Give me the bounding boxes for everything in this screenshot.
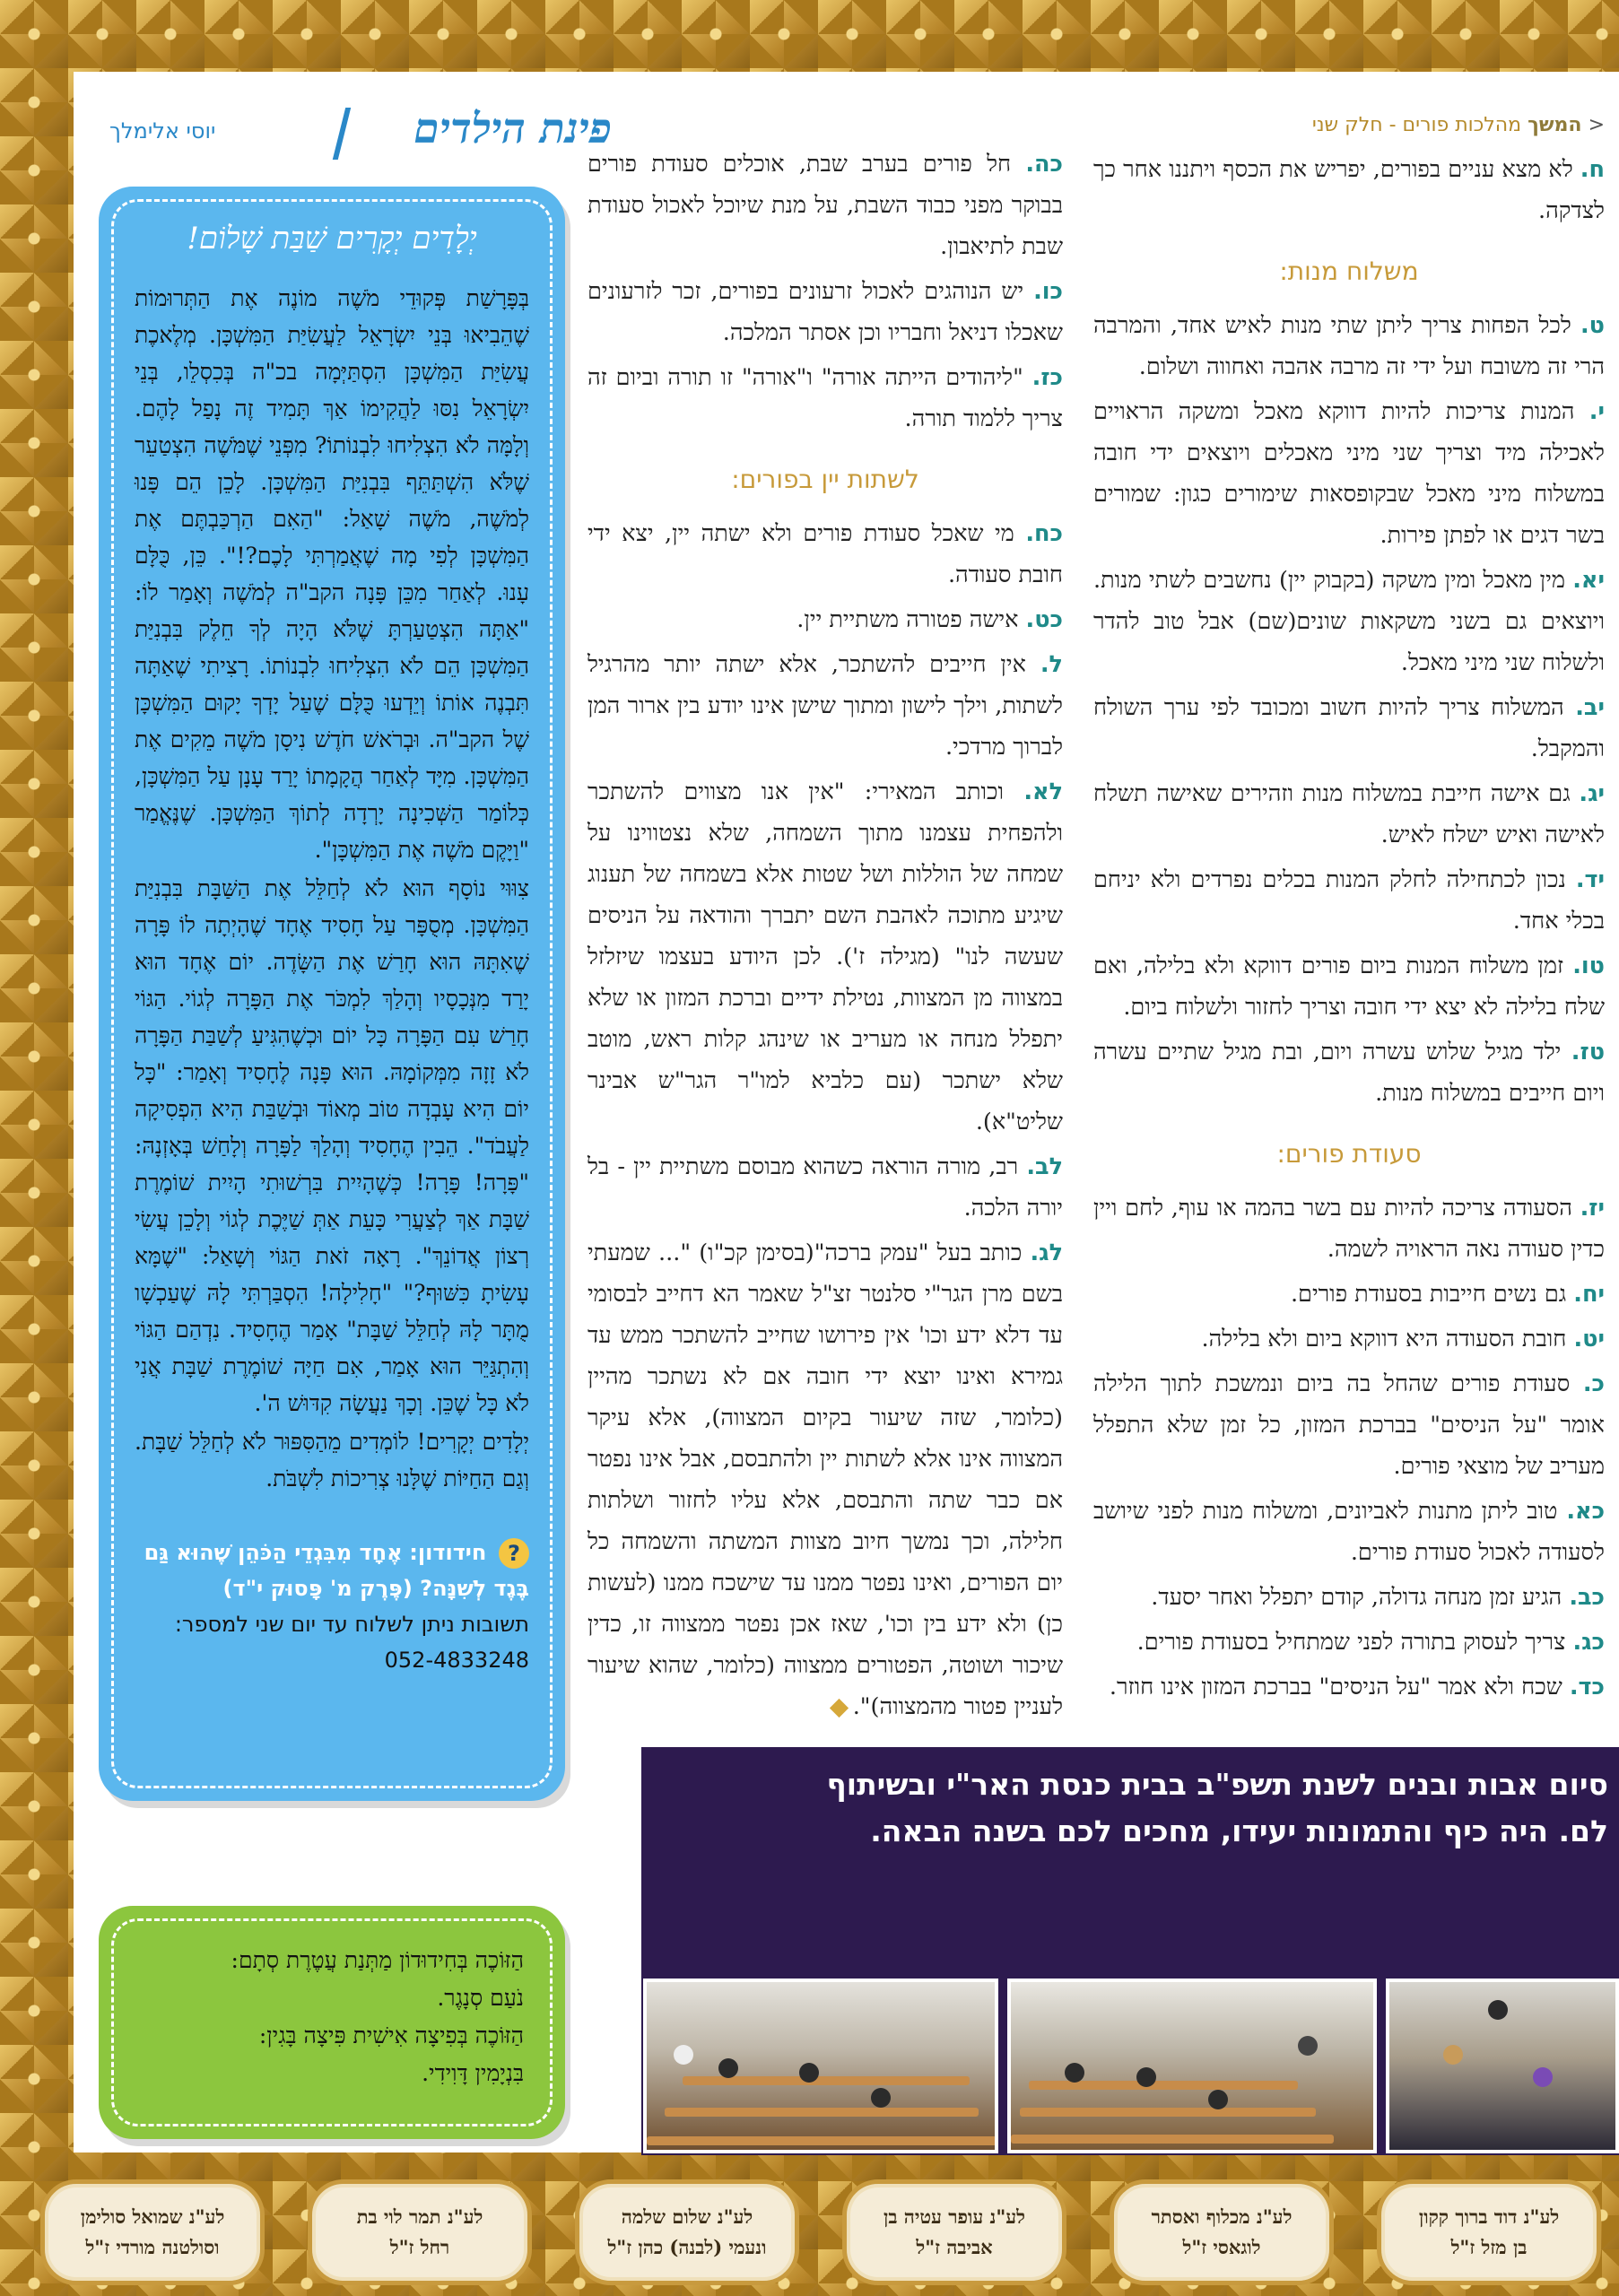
halacha-item	[1093, 1031, 1605, 1114]
memorial-plaque	[308, 2179, 532, 2285]
story-paragraph: צִוּוּי נוֹסָף הוּא לֹא לְחַלֵּל אֶת הַשַּׁבָּת בִּבְנִיַּת הַמִּשְׁכָּן. מְסֻפָּר עַל חָסִיד אֶחָד שֶׁהָיְתָה לוֹ פָּרָה שֶׁאִתָּהּ הוּא חָרַשׁ אֶת הַשָּׂדֶה. יוֹם אֶחָד הוּא יָרַד מִנְּכָסָיו וְהָלַךְ לִמְכֹּר אֶת הַפָּרָה לְגוֹי. הַגּוֹי חָרַשׁ עִם הַפָּרָה כָּל יוֹם וּכְשֶׁהִגִּיעַ לְשַׁבַּת הַפָּרָה לֹא זָזָה מִמְּקוֹמָהּ. הוּא פָּנָה לֶחָסִיד וְאָמַר: "כָּל יוֹם הִיא עָבְדָה טוֹב מְאוֹד וּבְשַׁבַּת הִיא הִפְסִיקָה לַעֲבֹד". הֵבִין הֶחָסִיד וְהָלַךְ לַפָּרָה וְלָחַשׁ בְּאָזְנָהּ: "פָּרָה! פָּרָה! כְּשֶׁהָיִית בִּרְשׁוּתִי הָיִית שׁוֹמֶרֶת שַׁבָּת אַךְ לְצַעֲרִי כָּעֵת אַתְּ שַׁיֶּכֶת לְגוֹי וְלָכֵן עֲשִׂי רְצוֹן אֲדוֹנֵךְ". רָאָה זֹאת הַגּוֹי וְשָׁאַל: "שֶׁמָּא עָשִׂיתָ כִּשּׁוּף?" "חָלִילָה! הִסְבַּרְתִּי לָהּ שֶׁעַכְשָׁו מֻתָּר לָהּ לְחַלֵּל שַׁבָּת" אָמַר הֶחָסִיד. נִדְהַם הַגּוֹי וְהִתְגַּיֵּר הוּא אָמַר, אִם חַיָּה שׁוֹמֶרֶת שַׁבָּת אֲנִי לֹא כָּל שֶׁכֵּן. וְכָךְ נַעֲשָׂה קִדּוּשׁ ה'.	[135, 875, 529, 1416]
event-photo	[1007, 1979, 1377, 2153]
halacha-number: לא.	[1023, 778, 1064, 805]
halacha-number: כט.	[1025, 606, 1063, 633]
event-photos	[641, 1979, 1619, 2153]
halacha-text: כותב בעל "עמק ברכה"(בסימן קכ"ו) "... שמעתי בשם מרן הגר"י סלנטר זצ"ל שאמר הא דחייב לבסומי עד דלא ידע וכו' אין פירושו שחייב להשתכר ממש עד גמירא ואינו יוצא ידי חובה אם לא נשתכר מהיין (כלומר, שזה שיעור בקיום המצווה), אלא עיקר המצווה אינו אלא לשתות יין ולהתבסם, אבל אינו נפטר אם כבר שתה והתבסם, אלא עליו לחזור ושלתות חלילה, וכך נמשך חיוב מצוות המשתה והשמחה כל יום הפורים, ואינו נפטר ממנו עד שישכח ממנו (לעשות כן) ולא ידע בין וכו', שאז אכן נפטר ממצווה זו, כדין שיכור ושוטה, הפטורים ממצווה (כלומר, שהוא שיעור לעניין פטור מהמצווה)".	[588, 1239, 1063, 1720]
halacha-number: ל.	[1040, 651, 1063, 678]
halacha-text: חובת הסעודה היא דווקא ביום ולא בלילה.	[1201, 1326, 1567, 1352]
halacha-text: וכותב המאירי: "אין אנו מצווים להשתכר ולהפחית עצמנו מתוך השמחה, שלא נצטווינו על שמחה של הוללות ושל שטות אלא בשמחה של תענוג שיגיע מתוכה לאהבת השם יתברך והודאה על הניסים שעשה לנו" (מגילה ז'). לכן היודע בעצמו שיזלזל במצווה מן המצוות, נטילת ידיים וברכת המזון או שלא יתפלל מנחה או מעריב או שינהג קלות ראש, מוטב שלא ישתכר (עם כלביא למו"ר הגר"ש אבינר שליט"א).	[588, 778, 1063, 1135]
section-title-mishloach: משלוח מנות:	[1279, 257, 1419, 286]
banner-line-1: סיום אבות ובנים לשנת תשפ"ב בבית כנסת האר"י ובשיתוף	[826, 1767, 1608, 1802]
halacha-text: גם אישה חייבת במשלוח מנות וזהירים שאישה תשלח לאישה ואיש ישלח לאיש.	[1093, 780, 1605, 848]
halacha-number: יב.	[1575, 694, 1605, 721]
halacha-item	[588, 1146, 1063, 1229]
halacha-number: יג.	[1579, 780, 1605, 807]
halacha-text: גם נשים חייבות בסעודת פורים.	[1290, 1281, 1567, 1308]
story-paragraph: בְּפָּרָשַׁת פְּקוּדֵי מֹשֶׁה מוֹנֶה אֶת הַתְּרוּמוֹת שֶׁהֵבִיאוּ בְּנֵי יִשְׂרָאֵל לַעֲשִׂיַּת הַמִּשְׁכָּן. מְלֶאכֶת עֲשִׂיַּת הַמִּשְׁכָּן הִסְתַּיְּמָה בכ"ה בְּכִסְלֵו, בְּנֵי יִשְׂרָאֵל נִסּוּ לַהֲקִימוֹ אַךְ תָּמִיד זֶה נָפַל לָהֶם. וְלָמָּה לֹא הִצְלִיחוּ לִבְנוֹתוֹ? מִפְּנֵי שֶׁמֹּשֶׁה הִצְטַעֵר שֶׁלֹּא הִשְׁתַּתֵּף בִּבְנִיַּת הַמִּשְׁכָּן. לָכֵן הֵם פָּנוּ לְמֹשֶׁה, מֹשֶׁה שָׁאַל: "הַאִם הַרְכַּבְתֶּם אֶת הַמִּשְׁכָּן לְפִי מָה שֶׁאֲמַרְתִּי לָכֶם?!". כֵּן, כֻּלָּם עָנוּ. לְאַחַר מִכֵּן פָּנָה הקב"ה לְמֹשֶׁה וְאָמַר לוֹ: "אַתָּה הִצְטַעַרְתָּ שֶׁלֹּא הָיָה לְךָ חֵלֶק בִּבְנִיַּת הַמִּשְׁכָּן הֵם לֹא הִצְלִיחוּ לִבְנוֹתוֹ. רָצִיתִי שֶׁאַתָּה תִּבְנֶה אוֹתוֹ וְיֵדְעוּ כֻּלָּם שֶׁעַל יָדְךָ יָקוּם הַמִּשְׁכָּן שֶׁל הקב"ה. וּבְרֹאשׁ חֹדֶשׁ נִיסָן מֹשֶׁה מֵקִים אֶת הַמִּשְׁכָּן. מִיָּד לְאַחַר הֲקָמָתוֹ יָרַד עָנָן עַל הַמִּשְׁכָּן, כְּלוֹמַר הַשְּׁכִינָה יָרְדָה לְתוֹךְ הַמִּשְׁכָּן. שֶׁנֶּאֱמַר "וַיָּקֶם מֹשֶׁה אֶת הַמִּשְׁכָּן".	[135, 285, 529, 863]
memorial-plaques	[0, 2179, 1619, 2287]
halacha-text: הסעודה צריכה להיות עם בשר בהמה או עוף, לחם ויין כדין סעודה נאה הראויה לשמה.	[1093, 1195, 1605, 1263]
halacha-item	[1093, 773, 1605, 856]
halacha-text: אישה פטורה משתיית יין.	[796, 606, 1019, 633]
halacha-item	[588, 144, 1063, 267]
halacha-text: שכח ולא אמר "על הניסים" בברכת המזון אינו חוזר.	[1109, 1674, 1562, 1700]
halacha-text: מין מאכל ומין משקה (בקבוק יין) נחשבים לשתי מנות. ויוצאים גם בשני משקאות שונים(שם) אבל טוב להדר ולשלוח שני מיני מאכל.	[1093, 567, 1605, 676]
halacha-item	[588, 599, 1063, 640]
memorial-plaque	[1110, 2179, 1334, 2285]
breadcrumb-text: מהלכות פורים - חלק שני	[1311, 114, 1522, 136]
halacha-text: המשלוח צריך להיות חשוב ומכובד לפי ערך השולח והמקבל.	[1093, 694, 1605, 762]
halacha-text: הגיע זמן מנחה גדולה, קודם יתפלל ואחר יסעד.	[1151, 1584, 1562, 1611]
halacha-number: כא.	[1566, 1498, 1606, 1525]
event-photo	[643, 1979, 998, 2153]
halacha-number: יז.	[1580, 1195, 1606, 1222]
question-icon: ?	[499, 1538, 529, 1569]
halacha-number: כו.	[1033, 278, 1063, 305]
halacha-number: כז.	[1031, 364, 1063, 391]
halacha-item	[588, 644, 1063, 768]
title-separator	[333, 108, 351, 160]
halacha-text: לא מצא עניים בפורים, יפריש את הכסף ויתננו אחר כך לצדקה.	[1093, 156, 1605, 224]
winners-card	[99, 1906, 565, 2139]
halacha-item	[588, 1232, 1063, 1727]
halacha-item	[1093, 305, 1605, 387]
halacha-item	[1093, 149, 1605, 231]
event-banner	[641, 1747, 1619, 2155]
plaque-line-1: לע"נ שלום שלמה	[621, 2205, 753, 2228]
quiz-answer-instructions: תשובות ניתן לשלוח עד יום שני למספר: 052-4833248	[174, 1612, 529, 1673]
halacha-column-1	[1093, 108, 1605, 1711]
breadcrumb-prefix: המשך	[1528, 114, 1582, 136]
breadcrumb-arrow: <	[1588, 114, 1605, 136]
halacha-text: רב, מורה הוראה כשהוא מבוסם משתיית יין - בל יורה הלכה.	[588, 1153, 1063, 1222]
halacha-number: יט.	[1573, 1326, 1605, 1352]
halacha-number: כח.	[1025, 520, 1063, 547]
winner-line: הַזּוֹכֶה בְּפִיצָה אִישִׁית פִּיצָה בָּגִין:	[258, 2022, 524, 2048]
halacha-text: "ליהודים הייתה אורה" ו"אורה" זו תורה וביום זה צריך ללמוד תורה.	[588, 364, 1063, 432]
quiz-block	[135, 1535, 529, 1678]
section-title-seuda: סעודת פורים:	[1276, 1139, 1422, 1169]
plaque-line-2: וסולטנה מורדי ז"ל	[85, 2236, 220, 2258]
halacha-number: כב.	[1569, 1584, 1605, 1611]
quiz-label: חידודון:	[409, 1540, 487, 1565]
winner-line: הַזּוֹכֶה בְּחִידוּדוֹן מַתְּנַת עֲטֶרֶת סְתָם:	[231, 1947, 524, 1973]
halacha-item	[1093, 1187, 1605, 1270]
halacha-number: כד.	[1569, 1674, 1605, 1700]
plaque-line-1: לע"נ דוד ברוך קקון	[1418, 2205, 1560, 2228]
kids-corner-header	[109, 104, 612, 176]
memorial-plaque	[1377, 2179, 1601, 2285]
breadcrumb	[1093, 108, 1605, 144]
halacha-text: חל פורים בערב שבת, אוכלים סעודת פורים בבוקר מפני כבוד השבת, על מנת שיוכל לאכול סעודת שבת לתיאבון.	[588, 151, 1063, 260]
story-paragraph: יְלָדִים יְקָרִים! לוֹמְדִים מֵהַסִּפּוּר לֹא לְחַלֵּל שַׁבָּת. וְגַם הַחַיּוֹת שֶׁלָּנוּ צְרִיכוֹת לִשְׁבֹּת.	[135, 1429, 529, 1492]
halacha-column-2	[588, 144, 1063, 1731]
halacha-text: אין חייבים להשתכר, אלא ישתה יותר מהרגיל לשתות, וילך לישון ומתוך שישן אינו יודע בין ארור המן לברוך מרדכי.	[588, 651, 1063, 761]
halacha-text: צריך לעסוק בתורה לפני שמתחיל בסעודת פורים.	[1136, 1629, 1566, 1656]
halacha-item	[1093, 1318, 1605, 1360]
halacha-number: כ.	[1582, 1370, 1606, 1397]
halacha-item	[1093, 1363, 1605, 1487]
halacha-number: כה.	[1025, 151, 1063, 178]
halacha-item	[1093, 687, 1605, 770]
kids-story-header: יְלָדִים יְקָרִים שַׁבַּת שָׁלוֹם!	[187, 221, 477, 257]
halacha-number: ט.	[1580, 312, 1605, 339]
halacha-item	[1093, 1577, 1605, 1618]
memorial-plaque	[575, 2179, 799, 2285]
kids-corner-title: פינת הילדים	[413, 104, 612, 152]
banner-line-2: לם. היה כיף והתמונות יעידו, מחכים לכם בשנה הבאה.	[870, 1813, 1608, 1848]
halacha-text: טוב ליתן מתנות לאביונים, ומשלוח מנות לפני שיושב לסעודה לאכול סעודת פורים.	[1093, 1498, 1605, 1566]
halacha-number: טז.	[1571, 1039, 1606, 1065]
plaque-line-2: רחל ז"ל	[389, 2236, 450, 2258]
end-diamond-icon	[830, 1698, 849, 1717]
halacha-item	[1093, 1622, 1605, 1663]
plaque-line-1: לע"נ מכלוף ואסתר	[1151, 2205, 1293, 2228]
halacha-item	[588, 271, 1063, 353]
halacha-text: יש הנוהגים לאכול זרעונים בפורים, זכר לזרעונים שאכלו דניאל וחבריו וכן אסתר המלכה.	[588, 278, 1063, 346]
plaque-line-2: לוגאסי ז"ל	[1182, 2236, 1261, 2258]
plaque-line-1: לע"נ שמואל סולימן	[80, 2205, 225, 2228]
event-photo	[1386, 1979, 1619, 2153]
halacha-item	[1093, 1666, 1605, 1708]
halacha-item	[588, 771, 1063, 1143]
halacha-number: לג.	[1030, 1239, 1063, 1266]
halacha-item	[1093, 859, 1605, 942]
plaque-line-1: לע"נ תמר לוי בת	[356, 2205, 483, 2228]
plaque-line-1: לע"נ עופר עטיה בן	[883, 2205, 1026, 2228]
halacha-text: סעודת פורים שהחל בה ביום ונמשכת לתוך הלילה אומר "על הניסים" בברכת המזון, כל זמן שלא התפלל מעריב של מוצאי פורים.	[1093, 1370, 1605, 1480]
halacha-item	[1093, 391, 1605, 556]
plaque-line-2: ונעמי (לבנה) כהן ז"ל	[607, 2236, 767, 2258]
plaque-line-2: בן מזל ז"ל	[1450, 2236, 1528, 2258]
halacha-number: כג.	[1572, 1629, 1605, 1656]
halacha-item	[1093, 1274, 1605, 1315]
winners-text	[126, 1942, 524, 2092]
halacha-number: יד.	[1575, 866, 1605, 893]
halacha-text: ילד מגיל שלוש עשרה ויום, ובת מגיל שתיים עשרה ויום חייבים במשלוח מנות.	[1093, 1039, 1605, 1107]
halacha-item	[1093, 1491, 1605, 1573]
halacha-number: טו.	[1572, 952, 1605, 979]
halacha-text: מי שאכל סעודת פורים ולא ישתה יין, יצא ידי חובת סעודה.	[588, 520, 1063, 588]
halacha-text: זמן משלוח המנות ביום פורים דווקא ולא בלילה, ואם שלח בלילה לא יצא ידי חובה וצריך לחזור ולשלוח ביום.	[1093, 952, 1605, 1021]
halacha-text: לכל הפחות צריך ליתן שתי מנות לאיש אחד, והמרבה הרי זה משובח ועל ידי זה מרבה אהבה ואחווה ושלום.	[1093, 312, 1605, 380]
halacha-number: ח.	[1580, 156, 1605, 183]
halacha-item	[1093, 560, 1605, 683]
halacha-number: יא.	[1572, 567, 1605, 594]
memorial-plaque	[842, 2179, 1066, 2285]
memorial-plaque	[40, 2179, 265, 2285]
kids-corner-author: יוסי אלימלך	[109, 118, 216, 144]
kids-story-body	[135, 280, 529, 1499]
halacha-number: י.	[1589, 398, 1605, 425]
halacha-item	[588, 513, 1063, 596]
section-title-wine: לשתות יין בפורים:	[731, 465, 919, 494]
halacha-text: המנות צריכות להיות דווקא מאכל ומשקה הראויים לאכילה מיד וצריך שני מיני מאכלים ויוצאים ידי חובה במשלוח מיני מאכל שבקופסאות שימורים כגון: שמורים בשר דגים או לפתן פירות.	[1093, 398, 1605, 549]
winner-line: בִּנְיָמִין דָּוִידִי.	[422, 2060, 524, 2086]
halacha-item	[1093, 945, 1605, 1028]
halacha-text: נכון לכתחילה לחלק המנות בכלים נפרדים ולא יניחם בכלי אחד.	[1093, 866, 1605, 935]
kids-story-card	[99, 187, 565, 1801]
halacha-number: יח.	[1573, 1281, 1605, 1308]
halacha-number: לב.	[1026, 1153, 1064, 1180]
page	[74, 72, 1619, 2152]
winner-line: נֹעַם סְנָגֶר.	[437, 1985, 524, 2011]
quiz-question: אֶחָד מִבִּגְדֵי הַכֹּהֵן שֶׁהוּא גַּם בֶּגֶד לְשִׁנָּה? (פֶּרֶק מ' פָּסוּק י"ד)	[144, 1540, 529, 1601]
plaque-line-2: אביבה ז"ל	[916, 2236, 993, 2258]
halacha-item	[588, 357, 1063, 439]
